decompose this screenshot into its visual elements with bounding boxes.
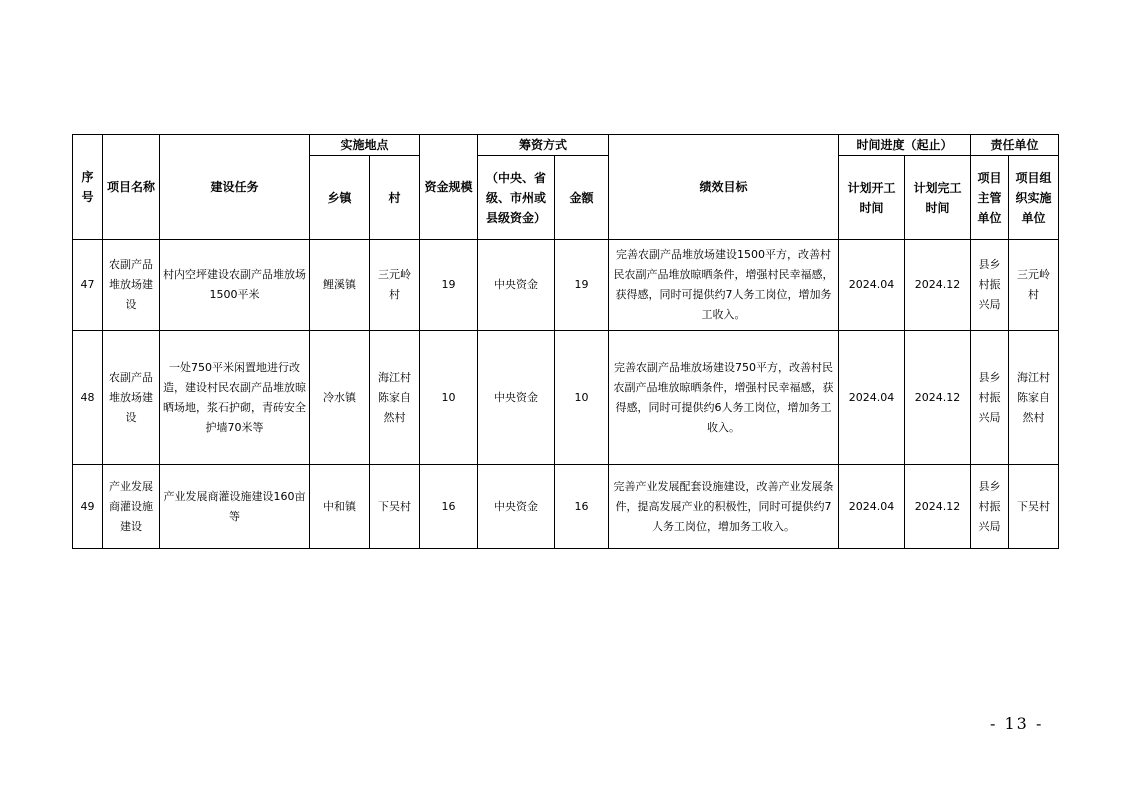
- header-end: 计划完工时间: [905, 156, 971, 240]
- cell-supervisor: 县乡村振兴局: [971, 465, 1009, 549]
- table-row: [73, 465, 1059, 549]
- header-project-name: 项目名称: [103, 135, 160, 240]
- header-location: 实施地点: [310, 135, 420, 156]
- header-task: 建设任务: [160, 135, 310, 240]
- header-seq: 序号: [73, 135, 103, 240]
- header-township: 乡镇: [310, 156, 370, 240]
- header-fund-source: （中央、省级、市州或县级资金）: [478, 156, 555, 240]
- project-table: [72, 134, 1059, 549]
- cell-start: 2024.04: [839, 240, 905, 331]
- cell-amount: 19: [555, 240, 609, 331]
- header-start: 计划开工时间: [839, 156, 905, 240]
- cell-end: 2024.12: [905, 465, 971, 549]
- cell-start: 2024.04: [839, 465, 905, 549]
- cell-end: 2024.12: [905, 240, 971, 331]
- cell-task: 村内空坪建设农副产品堆放场1500平米: [160, 240, 310, 331]
- cell-project-name: 农副产品堆放场建设: [103, 331, 160, 465]
- cell-goal: 完善农副产品堆放场建设750平方，改善村民农副产品堆放晾晒条件，增强村民幸福感，获得感，同时可提供约6人务工岗位，增加务工收入。: [609, 331, 839, 465]
- header-responsible: 责任单位: [971, 135, 1059, 156]
- header-village: 村: [370, 156, 420, 240]
- cell-fund-scale: 16: [420, 465, 478, 549]
- cell-seq: 47: [73, 240, 103, 331]
- header-schedule: 时间进度（起止）: [839, 135, 971, 156]
- header-implementer: 项目组织实施单位: [1009, 156, 1059, 240]
- cell-task: 一处750平米闲置地进行改造，建设村民农副产品堆放晾晒场地，浆石护砌，青砖安全护墙70米等: [160, 331, 310, 465]
- header-goal: 绩效目标: [609, 135, 839, 240]
- cell-supervisor: 县乡村振兴局: [971, 331, 1009, 465]
- cell-implementer: 海江村陈家自然村: [1009, 331, 1059, 465]
- cell-amount: 16: [555, 465, 609, 549]
- cell-supervisor: 县乡村振兴局: [971, 240, 1009, 331]
- cell-seq: 49: [73, 465, 103, 549]
- cell-end: 2024.12: [905, 331, 971, 465]
- cell-fund-scale: 19: [420, 240, 478, 331]
- cell-fund-source: 中央资金: [478, 465, 555, 549]
- cell-township: 鲤溪镇: [310, 240, 370, 331]
- cell-task: 产业发展商灌设施建设160亩等: [160, 465, 310, 549]
- cell-implementer: 三元岭村: [1009, 240, 1059, 331]
- cell-amount: 10: [555, 331, 609, 465]
- cell-township: 冷水镇: [310, 331, 370, 465]
- cell-implementer: 下吴村: [1009, 465, 1059, 549]
- header-supervisor: 项目主管单位: [971, 156, 1009, 240]
- cell-goal: 完善农副产品堆放场建设1500平方，改善村民农副产品堆放晾晒条件，增强村民幸福感，获得感，同时可提供约7人务工岗位，增加务工收入。: [609, 240, 839, 331]
- header-amount: 金额: [555, 156, 609, 240]
- cell-goal: 完善产业发展配套设施建设，改善产业发展条件，提高发展产业的积极性，同时可提供约7人务工岗位，增加务工收入。: [609, 465, 839, 549]
- cell-project-name: 农副产品堆放场建设: [103, 240, 160, 331]
- header-fund-method: 筹资方式: [478, 135, 609, 156]
- table-row: [73, 331, 1059, 465]
- cell-fund-source: 中央资金: [478, 240, 555, 331]
- cell-start: 2024.04: [839, 331, 905, 465]
- cell-township: 中和镇: [310, 465, 370, 549]
- cell-seq: 48: [73, 331, 103, 465]
- cell-village: 三元岭村: [370, 240, 420, 331]
- cell-village: 海江村陈家自然村: [370, 331, 420, 465]
- page-number: - 13 -: [990, 714, 1044, 733]
- header-fund-scale: 资金规模: [420, 135, 478, 240]
- table-row: [73, 240, 1059, 331]
- cell-fund-source: 中央资金: [478, 331, 555, 465]
- cell-village: 下吴村: [370, 465, 420, 549]
- cell-project-name: 产业发展商灌设施建设: [103, 465, 160, 549]
- cell-fund-scale: 10: [420, 331, 478, 465]
